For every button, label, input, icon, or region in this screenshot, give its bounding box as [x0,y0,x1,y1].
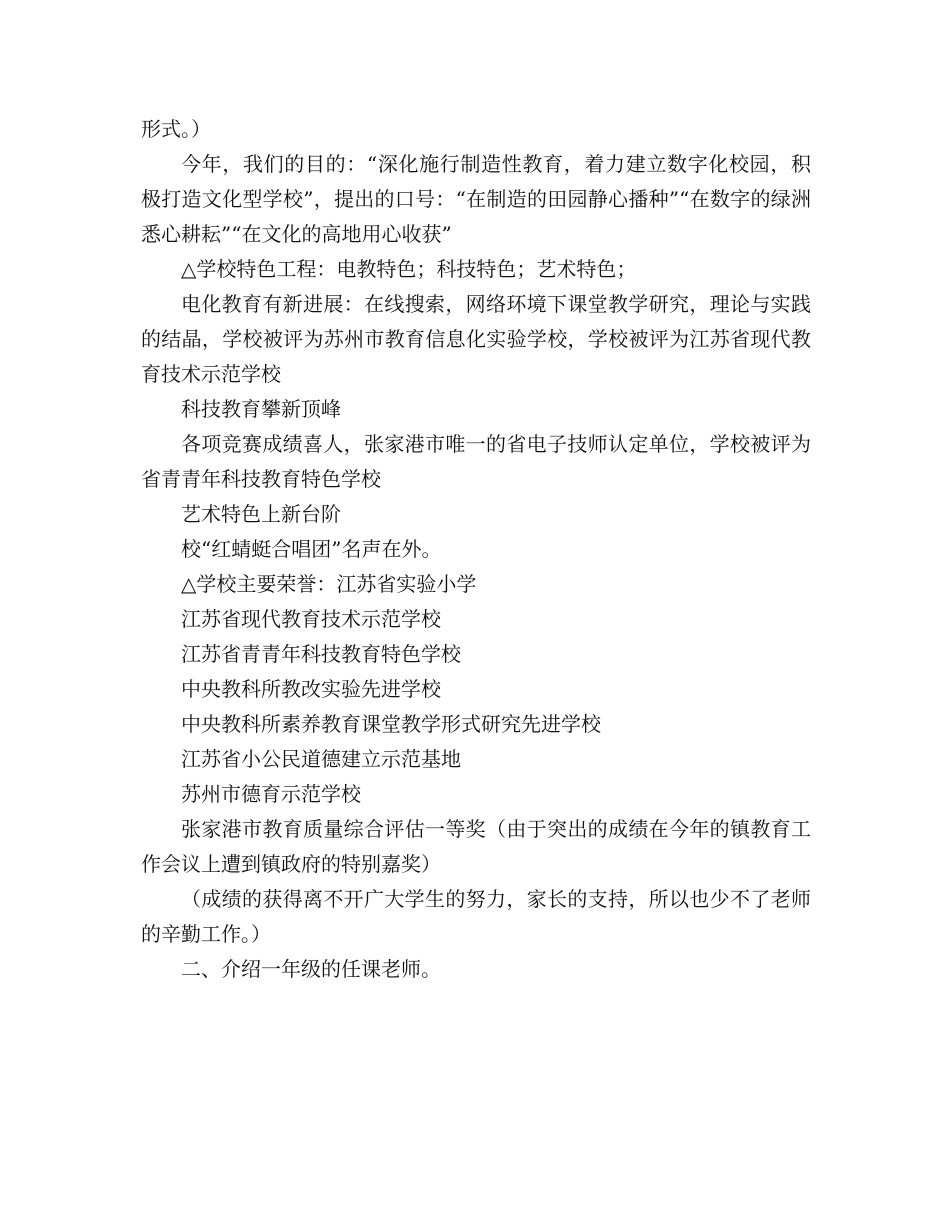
paragraph-acknowledgement: （成绩的获得离不开广大学生的努力，家长的支持，所以也少不了老师的辛勤工作。） [141,887,811,946]
honor-item: 江苏省现代教育技术示范学校 [181,607,441,631]
paragraph-honors-intro: △学校主要荣誉：江苏省实验小学 [181,572,477,596]
honor-item: 江苏省青青年科技教育特色学校 [181,642,461,666]
paragraph-competitions: 各项竞赛成绩喜人，张家港市唯一的省电子技师认定单位，学校被评为省青青年科技教育特色学校 [141,432,811,491]
section-heading-teachers: 二、介绍一年级的任课老师。 [181,957,441,981]
document-body [141,112,811,987]
honor-item: 苏州市德育示范学校 [181,782,361,806]
honor-item: 江苏省小公民道德建立示范基地 [181,747,461,771]
heading-art-feature: 艺术特色上新台阶 [181,502,341,526]
paragraph-feature-projects: △学校特色工程：电教特色；科技特色；艺术特色； [181,257,637,281]
paragraph-continuation: 形式。） [141,117,211,141]
honor-item: 中央教科所素养教育课堂教学形式研究先进学校 [181,712,601,736]
paragraph-school-goal: 今年，我们的目的：“深化施行制造性教育，着力建立数字化校园，积极打造文化型学校”，提出的口号：“在制造的田园静心播种”“在数字的绿洲悉心耕耘”“在文化的高地用心收获” [141,152,811,246]
paragraph-e-education: 电化教育有新进展：在线搜索，网络环境下课堂教学研究，理论与实践的结晶，学校被评为苏州市教育信息化实验学校，学校被评为江苏省现代教育技术示范学校 [141,292,811,386]
honor-item: 中央教科所教改实验先进学校 [181,677,441,701]
heading-science-education: 科技教育攀新顶峰 [181,397,341,421]
paragraph-quality-award: 张家港市教育质量综合评估一等奖（由于突出的成绩在今年的镇教育工作会议上遭到镇政府的特别嘉奖） [141,817,811,876]
paragraph-choir: 校“红蜻蜓合唱团”名声在外。 [181,537,442,561]
